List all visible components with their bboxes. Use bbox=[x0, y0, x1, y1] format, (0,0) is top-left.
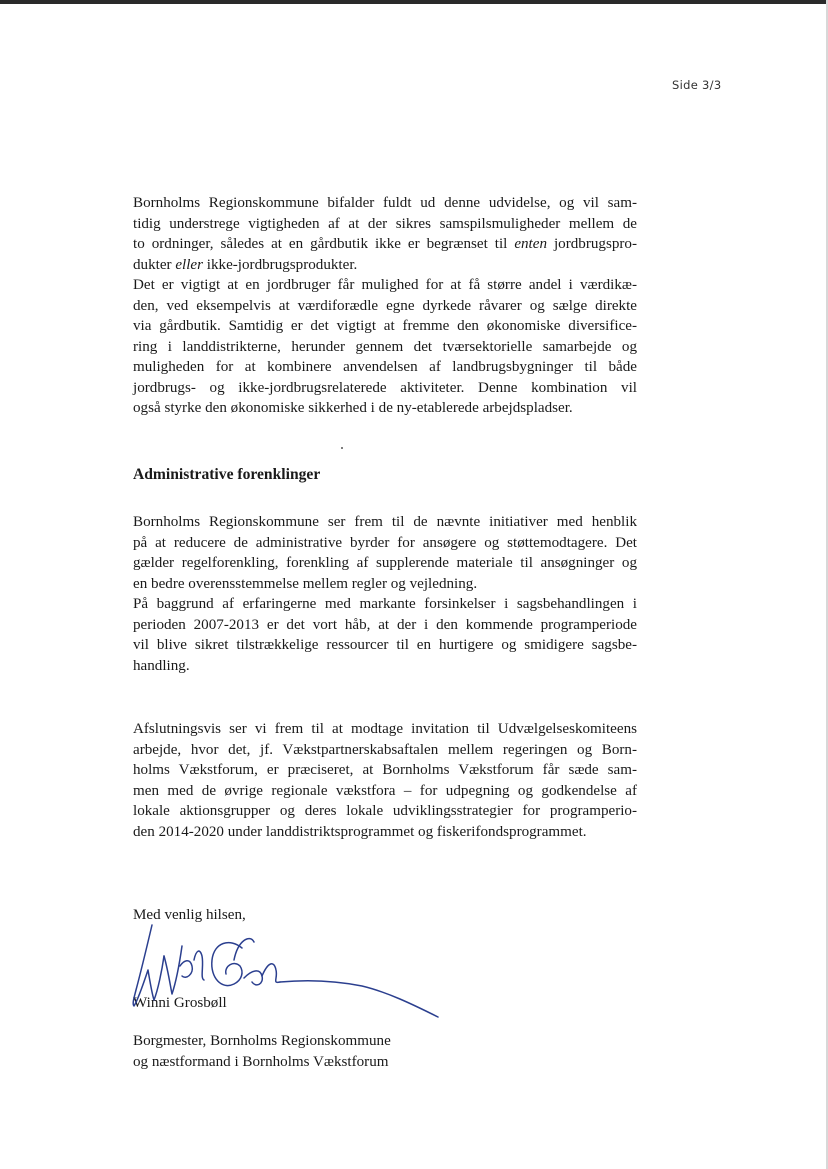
text-line: men med de øvrige regionale vækstfora – for udpegning og godkendelse af bbox=[133, 782, 637, 799]
handwritten-signature bbox=[122, 920, 452, 1030]
text-line bbox=[133, 255, 637, 276]
paragraph-udvidelse bbox=[133, 193, 637, 419]
emphasis-eller: eller bbox=[175, 256, 204, 273]
text-line: lokale aktionsgrupper og deres lokale udviklingsstrategier for programperio- bbox=[133, 803, 637, 819]
scan-speck bbox=[341, 447, 343, 449]
text-line: Afslutningsvis ser vi frem til at modtage invitation til Udvælgelseskomiteens bbox=[133, 721, 637, 737]
text-line: også styrke den økonomiske sikkerhed i de ny-etablerede arbejdspladser. bbox=[133, 400, 573, 416]
text-line: via gårdbutik. Samtidig er det vigtigt at fremme den økonomiske diversifice- bbox=[133, 318, 637, 334]
paragraph-afslutning bbox=[133, 719, 637, 842]
text-line: handling. bbox=[133, 657, 190, 674]
text-segment: to ordninger, således at en gårdbutik ikke er begrænset til bbox=[133, 236, 508, 252]
text-line: vil blive sikret tilstrækkelige ressourcer til en hurtigere og smidigere sagsbe- bbox=[133, 637, 637, 653]
page-number: Side 3/3 bbox=[672, 78, 722, 92]
section-heading: Administrative forenklinger bbox=[133, 466, 321, 483]
text-line: Det er vigtigt at en jordbruger får mulighed for at få større andel i værdikæ- bbox=[133, 277, 637, 293]
text-segment: jordbrugspro- bbox=[553, 236, 637, 252]
text-line: På baggrund af erfaringerne med markante forsinkelser i sagsbehandlingen i bbox=[133, 596, 637, 612]
paragraph-forenklinger bbox=[133, 512, 637, 676]
text-line: jordbrugs- og ikke-jordbrugsrelaterede aktiviteter. Denne kombination vil bbox=[133, 379, 637, 396]
signatory-name: Winni Grosbøll bbox=[133, 995, 227, 1011]
text-line: på at reducere de administrative byrder for ansøgere og støttemodtagere. Det bbox=[133, 534, 637, 551]
text-line: Bornholms Regionskommune ser frem til de nævnte initiativer med henblik bbox=[133, 514, 637, 530]
emphasis-enten: enten bbox=[514, 236, 547, 252]
scan-edge-top bbox=[0, 0, 828, 4]
text-line: perioden 2007-2013 er det vort håb, at der i den kommende programperiode bbox=[133, 616, 637, 633]
text-line: holms Vækstforum, er præciseret, at Bornholms Vækstforum får sæde sam- bbox=[133, 762, 637, 778]
text-segment: ikke-jordbrugsprodukter. bbox=[206, 256, 358, 273]
text-line: arbejde, hvor det, jf. Vækstpartnerskabsaftalen mellem regeringen og Born- bbox=[133, 741, 637, 758]
text-line: den, ved eksempelvis at værdiforædle egne dyrkede råvarer og sælge direkte bbox=[133, 297, 637, 314]
text-line: Bornholms Regionskommune bifalder fuldt ud denne udvidelse, og vil sam- bbox=[133, 195, 637, 211]
text-line: den 2014-2020 under landdistriktsprogrammet og fiskerifondsprogrammet. bbox=[133, 823, 587, 840]
closing-greeting: Med venlig hilsen, bbox=[133, 907, 246, 923]
text-line: tidig understrege vigtigheden af at der sikres samspilsmuligheder mellem de bbox=[133, 215, 637, 232]
text-line bbox=[133, 234, 637, 255]
text-line: muligheden for at kombinere anvendelsen af landbrugsbygninger til både bbox=[133, 359, 637, 375]
text-line: en bedre overensstemmelse mellem regler og vejledning. bbox=[133, 575, 478, 592]
text-line: ring i landdistrikterne, herunder gennem det tværsektorielle samarbejde og bbox=[133, 338, 637, 355]
signatory-title-2: og næstformand i Bornholms Vækstforum bbox=[133, 1054, 389, 1070]
text-segment: dukter bbox=[133, 256, 172, 273]
signatory-title: Borgmester, Bornholms Regionskommune bbox=[133, 1033, 391, 1049]
text-line: gælder regelforenkling, forenkling af supplerende materiale til ansøgninger og bbox=[133, 555, 637, 571]
